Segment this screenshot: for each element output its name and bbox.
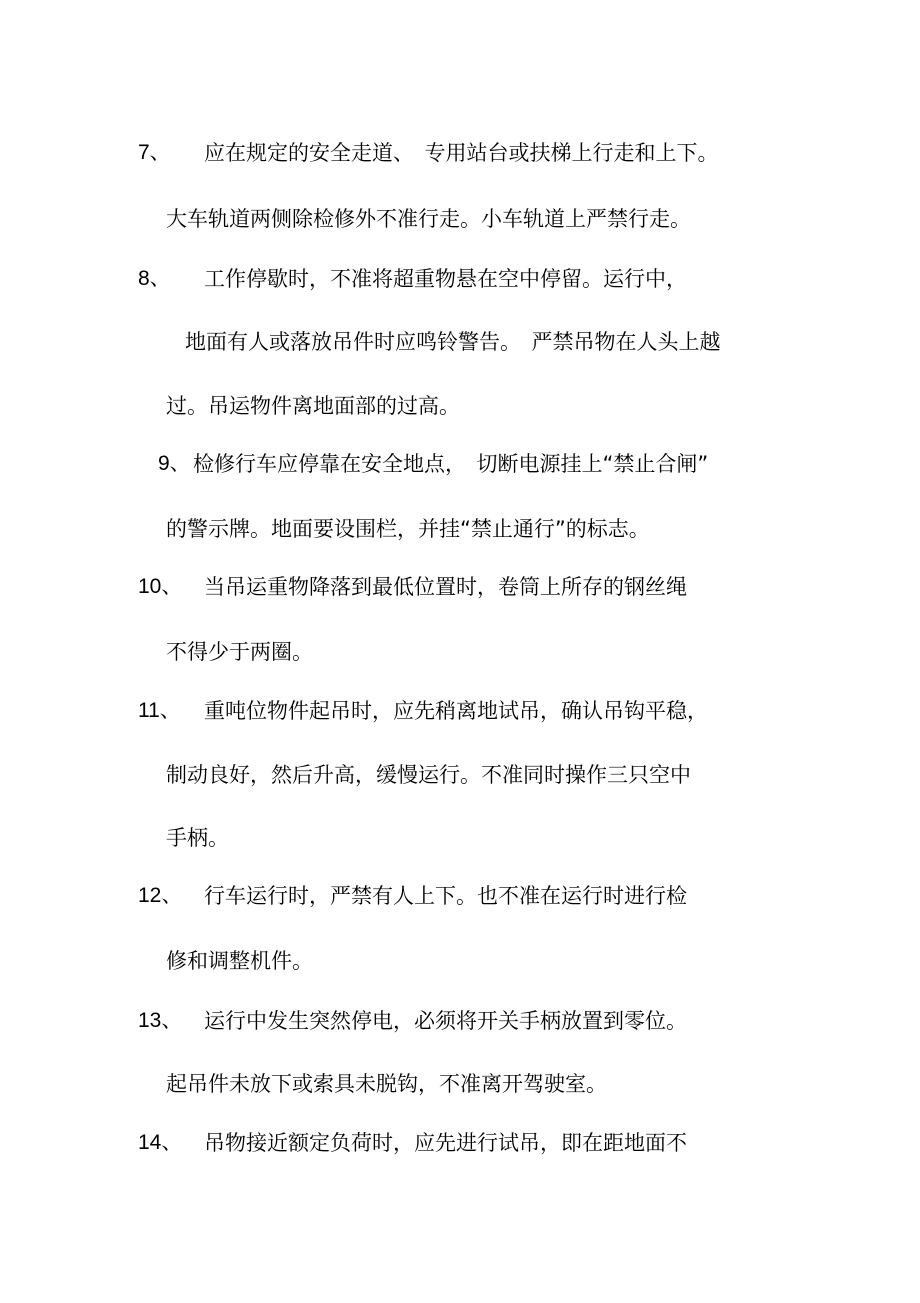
item-11-line-2: 制动良好，然后升高，缓慢运行。不准同时操作三只空中	[166, 763, 691, 787]
item-number-8: 8、	[138, 267, 171, 290]
item-13-line-2: 起吊件未放下或索具未脱钩，不准离开驾驶室。	[166, 1072, 607, 1096]
item-7-line-1: 应在规定的安全走道、 专用站台或扶梯上行走和上下。	[204, 141, 719, 165]
item-number-9: 9、	[158, 452, 191, 475]
item-12-line-1: 行车运行时，严禁有人上下。也不准在运行时进行检	[204, 884, 687, 908]
item-number-14: 14、	[138, 1131, 183, 1154]
item-number-11: 11、	[138, 699, 181, 722]
item-14-line-1: 吊物接近额定负荷时，应先进行试吊，即在距地面不	[204, 1131, 687, 1155]
item-7-line-2: 大车轨道两侧除检修外不准行走。小车轨道上严禁行走。	[166, 207, 691, 231]
item-number-10: 10、	[138, 575, 183, 598]
item-number-13: 13、	[138, 1009, 183, 1032]
item-number-12: 12、	[138, 884, 183, 907]
item-10-line-2: 不得少于两圈。	[166, 640, 313, 664]
item-11-line-1: 重吨位物件起吊时，应先稍离地试吊，确认吊钩平稳，	[204, 699, 708, 723]
item-9-line-1: 检修行车应停靠在安全地点， 切断电源挂上“禁止合闸”	[193, 452, 709, 476]
item-12-line-2: 修和调整机件。	[166, 949, 313, 973]
item-10-line-1: 当吊运重物降落到最低位置时，卷筒上所存的钢丝绳	[204, 575, 687, 599]
item-number-7: 7、	[138, 141, 171, 164]
item-8-line-3: 过。吊运物件离地面部的过高。	[166, 394, 460, 418]
item-8-line-1: 工作停歇时，不准将超重物悬在空中停留。运行中，	[204, 267, 687, 291]
item-8-line-2: 地面有人或落放吊件时应鸣铃警告。 严禁吊物在人头上越	[185, 330, 721, 354]
item-9-line-2: 的警示牌。地面要设围栏，并挂“禁止通行”的标志。	[166, 517, 650, 541]
item-11-line-3: 手柄。	[166, 826, 229, 850]
item-13-line-1: 运行中发生突然停电，必须将开关手柄放置到零位。	[204, 1009, 687, 1033]
